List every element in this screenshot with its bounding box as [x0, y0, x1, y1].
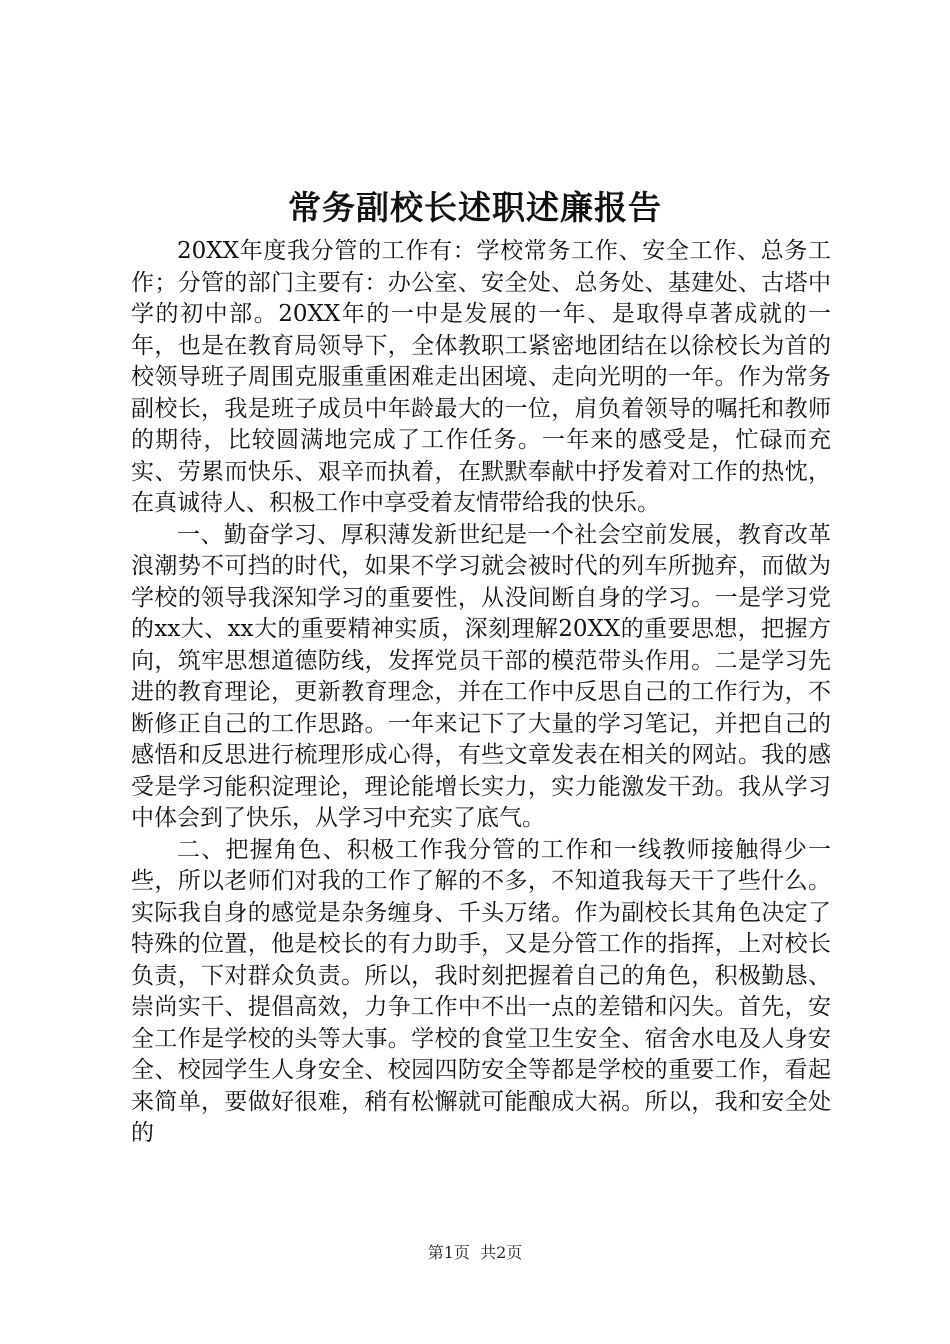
paragraph-section-2: 二、把握角色、积极工作我分管的工作和一线教师接触得少一些，所以老师们对我的工作了解的不多，不知道我每天干了些什么。实际我自身的感觉是杂务缠身、千头万绪。作为副校长其角色决定了特殊的位置，他是校长的有力助手，又是分管工作的指挥，上对校长负责，下对群众负责。所以，我时刻把握着自己的角色，积极勤恳、崇尚实干、提倡高效，力争工作中不出一点的差错和闪失。首先，安全工作是学校的头等大事。学校的食堂卫生安全、宿舍水电及人身安全、校园学生人身安全、校园四防安全等都是学校的重要工作，看起来简单，要做好很难，稍有松懈就可能酿成大祸。所以，我和安全处的 [131, 836, 831, 1146]
paragraph-section-1: 一、勤奋学习、厚积薄发新世纪是一个社会空前发展，教育改革浪潮势不可挡的时代，如果不学习就会被时代的列车所抛弃，而做为学校的领导我深知学习的重要性，从没间断自身的学习。一是学习党的xx大、xx大的重要精神实质，深刻理解20XX的重要思想，把握方向，筑牢思想道德防线，发挥党员干部的模范带头作用。二是学习先进的教育理论，更新教育理念，并在工作中反思自己的工作行为，不断修正自己的工作思路。一年来记下了大量的学习笔记，并把自己的感悟和反思进行梳理形成心得，有些文章发表在相关的网站。我的感受是学习能积淀理论，理论能增长实力，实力能激发干劲。我从学习中体会到了快乐，从学习中充实了底气。 [131, 521, 831, 831]
paragraph-intro: 20XX年度我分管的工作有：学校常务工作、安全工作、总务工作；分管的部门主要有：办公室、安全处、总务处、基建处、古塔中学的初中部。20XX年的一中是发展的一年、是取得卓著成就的一年，也是在教育局领导下，全体教职工紧密地团结在以徐校长为首的校领导班子周围克服重重困难走出困境、走向光明的一年。作为常务副校长，我是班子成员中年龄最大的一位，肩负着领导的嘱托和教师的期待，比较圆满地完成了工作任务。一年来的感受是，忙碌而充实、劳累而快乐、艰辛而执着，在默默奉献中抒发着对工作的热忱，在真诚待人、积极工作中享受着友情带给我的快乐。 [131, 238, 831, 516]
page-total: 共2页 [480, 1243, 523, 1262]
page-footer [0, 1242, 950, 1264]
page-number: 第1页 [427, 1243, 470, 1262]
footer-gap [470, 1243, 480, 1262]
document-title: 常务副校长述职述廉报告 [288, 188, 662, 227]
document-body [131, 236, 831, 1150]
